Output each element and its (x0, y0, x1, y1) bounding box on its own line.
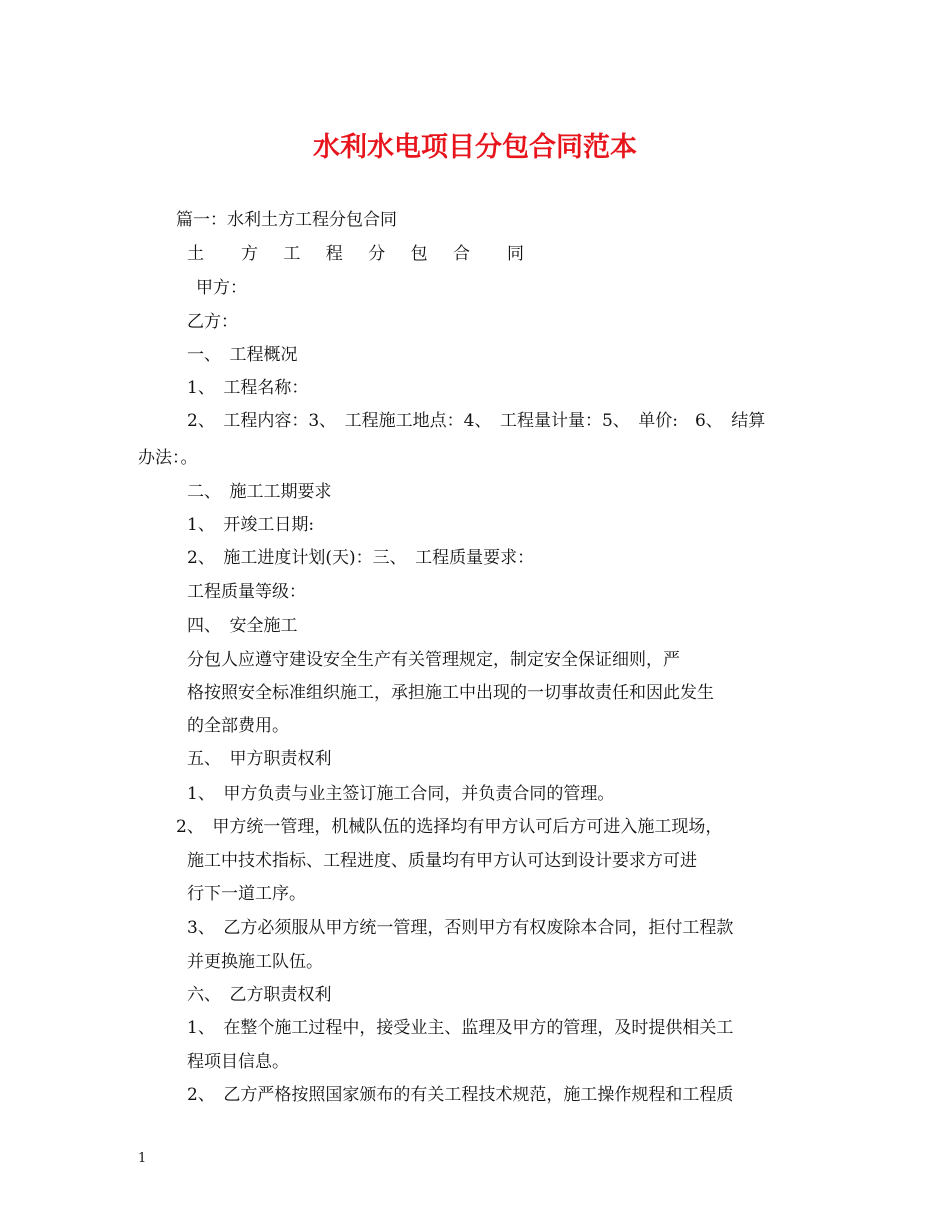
text-line: 五、 甲方职责权利 (187, 749, 332, 769)
text-line: 行下一道工序。 (187, 884, 306, 904)
text-line: 分包人应遵守建设安全生产有关管理规定，制定安全保证细则，严 (187, 650, 680, 670)
text-line: 施工中技术指标、工程进度、质量均有甲方认可达到设计要求方可进 (187, 851, 697, 871)
text-line: 二、 施工工期要求 (187, 482, 332, 502)
text-line: 程项目信息。 (187, 1052, 289, 1072)
text-line: 一、 工程概况 (187, 345, 298, 365)
text-line: 2、 甲方统一管理，机械队伍的选择均有甲方认可后方可进入施工现场， (176, 817, 723, 837)
text-line: 并更换施工队伍。 (187, 952, 323, 972)
page-number: 1 (138, 1151, 147, 1166)
text-line: 1、 开竣工日期: (187, 515, 315, 535)
text-line: 2、 乙方严格按照国家颁布的有关工程技术规范，施工操作规程和工程质 (187, 1085, 734, 1105)
text-line: 六、 乙方职责权利 (187, 985, 332, 1005)
text-line: 甲方： (196, 278, 247, 298)
text-line: 格按照安全标准组织施工，承担施工中出现的一切事故责任和因此发生 (187, 683, 714, 703)
text-line: 1、 甲方负责与业主签订施工合同，并负责合同的管理。 (187, 784, 615, 804)
document-title: 水利水电项目分包合同范本 (313, 132, 637, 163)
text-line: 土 方 工 程 分 包 合 同 (187, 244, 535, 264)
text-line: 工程质量等级： (187, 582, 306, 602)
text-line: 篇一：水利土方工程分包合同 (176, 210, 397, 230)
text-line: 乙方： (187, 312, 238, 332)
text-line: 1、 在整个施工过程中，接受业主、监理及甲方的管理，及时提供相关工 (187, 1018, 734, 1038)
text-line: 2、 工程内容：3、 工程施工地点：4、 工程量计量：5、 单价: 6、 结算 (187, 411, 766, 431)
text-line: 四、 安全施工 (187, 616, 298, 636)
text-line: 3、 乙方必须服从甲方统一管理，否则甲方有权废除本合同，拒付工程款 (187, 918, 734, 938)
text-line: 的全部费用。 (187, 716, 289, 736)
text-line: 1、 工程名称： (187, 378, 309, 398)
text-line: 办法：。 (138, 448, 198, 468)
text-line: 2、 施工进度计划(天)：三、 工程质量要求： (187, 548, 535, 568)
